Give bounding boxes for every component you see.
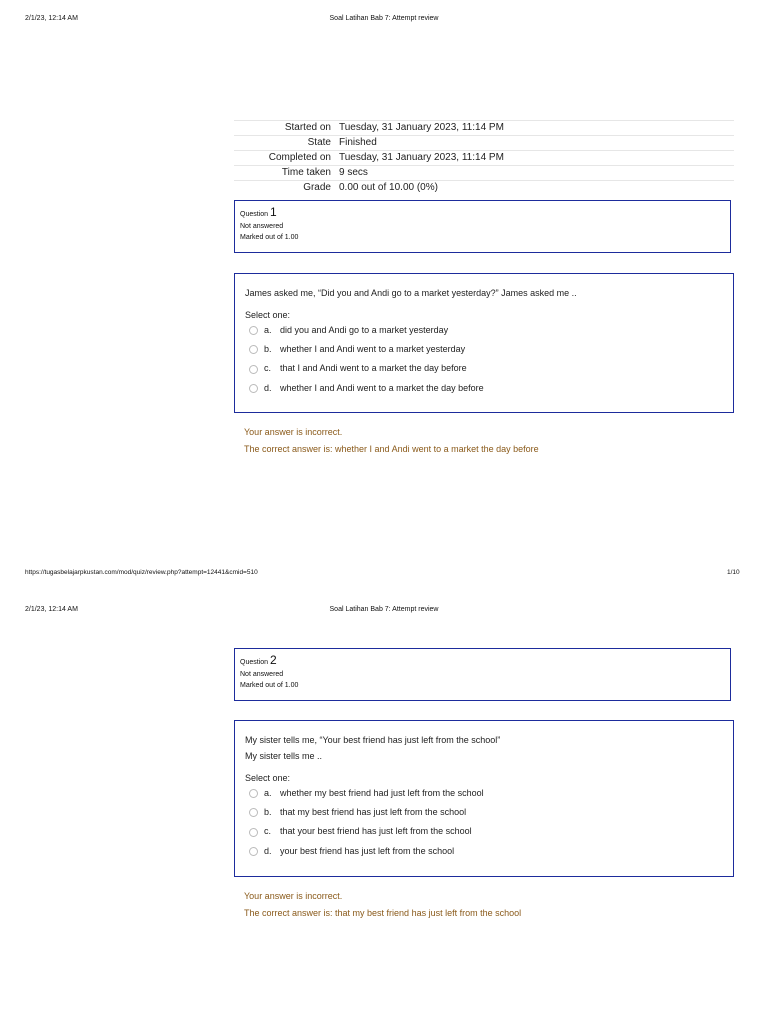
- option-text: did you and Andi go to a market yesterday: [280, 324, 449, 335]
- print-date: 2/1/23, 12:14 AM: [25, 15, 78, 22]
- summary-row: [234, 166, 734, 181]
- answer-option-d[interactable]: [245, 378, 723, 397]
- question-number: 2: [269, 653, 277, 667]
- option-text: whether I and Andi went to a market the day before: [280, 382, 484, 393]
- radio-button[interactable]: [249, 808, 258, 817]
- option-text: that I and Andi went to a market the day before: [280, 363, 467, 374]
- radio-button[interactable]: [249, 384, 258, 393]
- answer-option-a[interactable]: [245, 783, 723, 802]
- radio-button[interactable]: [249, 828, 258, 837]
- summary-label: Started on: [234, 121, 339, 136]
- answer-option-b[interactable]: [245, 339, 723, 358]
- option-letter: c.: [264, 363, 272, 374]
- summary-value: 9 secs: [339, 166, 734, 181]
- question-label: Question: [240, 659, 269, 666]
- summary-label: Grade: [234, 181, 339, 196]
- feedback-incorrect: Your answer is incorrect.: [244, 427, 343, 437]
- option-text: that your best friend has just left from the school: [280, 826, 472, 837]
- question-marks: Marked out of 1.00: [240, 234, 299, 241]
- summary-label: Time taken: [234, 166, 339, 181]
- question-info-2: [234, 648, 731, 701]
- summary-row: [234, 181, 734, 196]
- summary-value: 0.00 out of 10.00 (0%): [339, 181, 734, 196]
- print-title: Soal Latihan Bab 7: Attempt review: [329, 606, 439, 613]
- option-letter: c.: [264, 826, 272, 837]
- summary-label: Completed on: [234, 151, 339, 166]
- summary-value: Tuesday, 31 January 2023, 11:14 PM: [339, 121, 734, 136]
- print-title: Soal Latihan Bab 7: Attempt review: [329, 15, 439, 22]
- summary-value: Tuesday, 31 January 2023, 11:14 PM: [339, 151, 734, 166]
- question-prompt: My sister tells me, “Your best friend has just left from the school”: [245, 735, 501, 745]
- question-marks: Marked out of 1.00: [240, 682, 299, 689]
- question-content-1: [234, 273, 734, 413]
- feedback-incorrect: Your answer is incorrect.: [244, 891, 343, 901]
- option-letter: d.: [264, 845, 272, 856]
- summary-label: State: [234, 136, 339, 151]
- select-one-label: Select one:: [245, 773, 291, 783]
- question-prompt-line-2: My sister tells me ..: [245, 751, 323, 761]
- print-url: https://tugasbelajarpkustan.com/mod/quiz/review.php?attempt=12441&cmid=510: [25, 569, 258, 576]
- attempt-summary-table: [234, 120, 734, 195]
- correct-answer: The correct answer is: whether I and Andi went to a market the day before: [244, 444, 539, 454]
- summary-row: [234, 151, 734, 166]
- answer-option-c[interactable]: [245, 822, 723, 841]
- option-text: that my best friend has just left from the school: [280, 806, 467, 817]
- option-text: whether I and Andi went to a market yesterday: [280, 343, 466, 354]
- answer-option-b[interactable]: [245, 802, 723, 821]
- option-letter: d.: [264, 382, 272, 393]
- question-label: Question: [240, 211, 269, 218]
- radio-button[interactable]: [249, 847, 258, 856]
- radio-button[interactable]: [249, 365, 258, 374]
- radio-button[interactable]: [249, 326, 258, 335]
- question-number: 1: [269, 205, 277, 219]
- option-text: your best friend has just left from the school: [280, 845, 455, 856]
- radio-button[interactable]: [249, 789, 258, 798]
- option-letter: b.: [264, 343, 272, 354]
- question-status: Not answered: [240, 223, 284, 230]
- summary-value: Finished: [339, 136, 734, 151]
- option-text: whether my best friend had just left from the school: [280, 787, 484, 798]
- answer-option-c[interactable]: [245, 359, 723, 378]
- print-date: 2/1/23, 12:14 AM: [25, 606, 78, 613]
- option-letter: a.: [264, 324, 272, 335]
- select-one-label: Select one:: [245, 310, 291, 320]
- summary-row: [234, 121, 734, 136]
- summary-row: [234, 136, 734, 151]
- question-status: Not answered: [240, 671, 284, 678]
- answer-option-d[interactable]: [245, 841, 723, 860]
- page-number: 1/10: [727, 569, 740, 576]
- answer-option-a[interactable]: [245, 320, 723, 339]
- correct-answer: The correct answer is: that my best friend has just left from the school: [244, 908, 522, 918]
- radio-button[interactable]: [249, 345, 258, 354]
- question-content-2: [234, 720, 734, 877]
- question-info-1: [234, 200, 731, 253]
- option-letter: a.: [264, 787, 272, 798]
- question-prompt: James asked me, “Did you and Andi go to a market yesterday?” James asked me ..: [245, 288, 577, 298]
- option-letter: b.: [264, 806, 272, 817]
